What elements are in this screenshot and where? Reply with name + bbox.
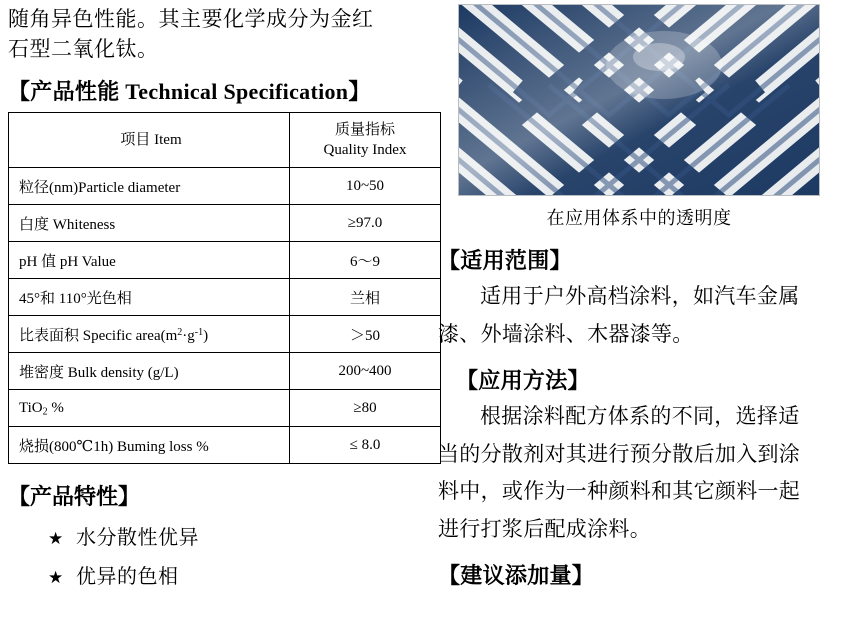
table-row (9, 316, 441, 353)
method-paragraph-line-1: 根据涂料配方体系的不同，选择适 (480, 404, 800, 428)
cell-item: 烧损(800℃1h) Buming loss % (9, 427, 290, 464)
cell-item: 粒径(nm)Particle diameter (9, 168, 290, 205)
intro-line-1: 随角异色性能。其主要化学成分为金红 (8, 7, 374, 31)
method-paragraph-line-4: 进行打浆后配成涂料。 (438, 516, 651, 541)
cell-item (9, 390, 290, 427)
cell-item (9, 316, 290, 353)
th-quality-index-en: Quality Index (323, 142, 407, 159)
transparency-sample-photo (458, 4, 820, 196)
table-row (9, 353, 441, 390)
table-row (9, 279, 441, 316)
method-paragraph-line-3: 料中，或作为一种颜料和其它颜料一起 (438, 479, 801, 503)
th-quality-index-cn: 质量指标 (334, 121, 395, 138)
cell-item: 堆密度 Bulk density (g/L) (9, 353, 290, 390)
specification-table (8, 112, 441, 465)
cell-value: 200~400 (290, 353, 441, 390)
table-row (9, 390, 441, 427)
cell-value: ＞50 (290, 316, 441, 353)
list-item (48, 521, 422, 550)
chevron-pattern-graphic (459, 5, 819, 195)
cell-item: pH 值 pH Value (9, 242, 290, 279)
cell-value: 6～9 (290, 242, 441, 279)
table-header (9, 112, 441, 168)
table-row (9, 168, 441, 205)
intro-line-2: 石型二氧化钛。 (8, 37, 159, 62)
star-icon: ★ (48, 568, 64, 588)
cell-value: 兰相 (290, 279, 441, 316)
cell-value: 10~50 (290, 168, 441, 205)
cell-item-sup: 2 (177, 326, 183, 338)
cell-item-sub: 2 (42, 406, 48, 418)
scope-paragraph-line-2: 漆、外墙涂料、木器漆等。 (438, 321, 694, 346)
dosage-heading: 【建议添加量】 (438, 563, 595, 588)
list-item-label: 水分散性优异 (76, 527, 199, 550)
cell-item: 白度 Whiteness (9, 205, 290, 242)
image-caption: 在应用体系中的透明度 (546, 208, 732, 228)
cell-item-text: TiO (19, 399, 43, 416)
list-item (48, 560, 422, 589)
table-row (9, 242, 441, 279)
cell-value: ≥97.0 (290, 205, 441, 242)
scope-paragraph-line-1: 适用于户外高档涂料，如汽车金属 (480, 284, 800, 308)
table-row (9, 427, 441, 464)
cell-item-suffix: ) (203, 327, 209, 344)
cell-value: ≥80 (290, 390, 441, 427)
list-item-label: 优异的色相 (76, 566, 179, 589)
cell-item-sup2: -1 (194, 326, 204, 338)
cell-value: ≤ 8.0 (290, 427, 441, 464)
star-icon: ★ (48, 529, 64, 549)
features-heading: 【产品特性】 (8, 484, 141, 510)
method-heading: 【应用方法】 (456, 368, 590, 393)
spec-heading: 【产品性能 Technical Specification】 (8, 78, 371, 104)
right-column (432, 0, 848, 624)
table-body (9, 168, 441, 464)
cell-item-suffix: % (47, 399, 64, 416)
th-quality-index (290, 112, 441, 168)
cell-item-mid: ·g (182, 327, 195, 344)
th-item: 项目 Item (9, 112, 290, 168)
table-row (9, 205, 441, 242)
cell-item-text: 比表面积 Specific area(m (19, 327, 178, 344)
scope-heading: 【适用范围】 (438, 248, 572, 273)
intro-paragraph (8, 4, 422, 65)
method-paragraph-line-2: 当的分散剂对其进行预分散后加入到涂 (438, 441, 801, 466)
cell-item: 45°和 110°光色相 (9, 279, 290, 316)
table-header-row (9, 112, 441, 168)
